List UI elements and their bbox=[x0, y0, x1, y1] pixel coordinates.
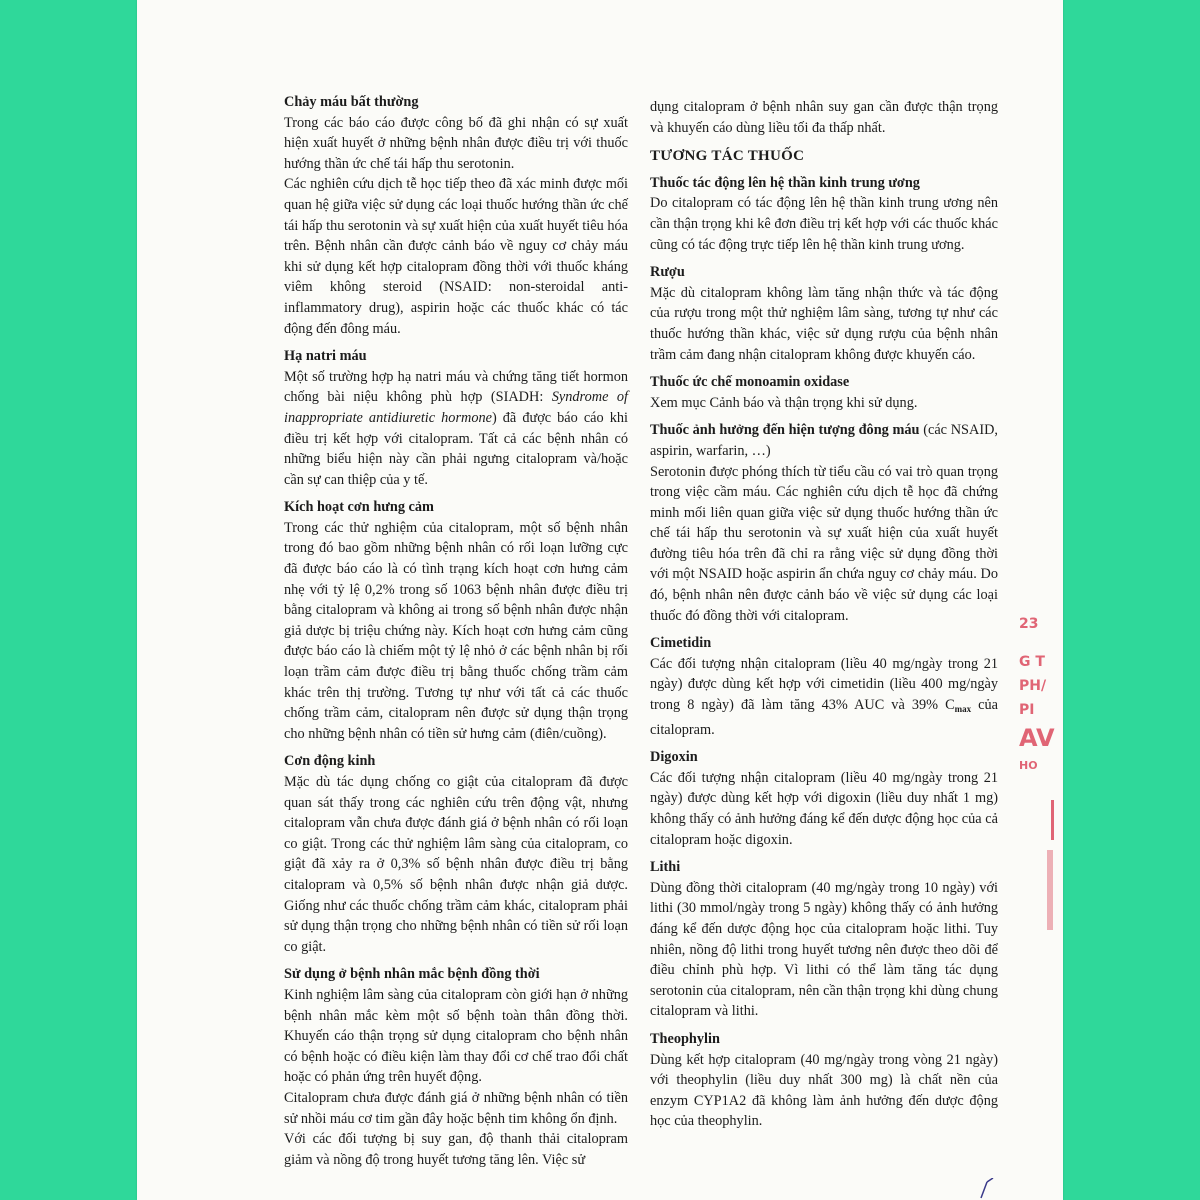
section-lithi bbox=[650, 857, 998, 1022]
heading-rest: (các NSAID, aspirin, warfarin, …) bbox=[650, 422, 998, 459]
document-page bbox=[137, 0, 1063, 1200]
subscript: max bbox=[954, 704, 972, 715]
stamp-text: PH/ bbox=[1019, 678, 1047, 694]
paragraph: Trong các thử nghiệm của citalopram, một số bệnh nhân trong đó bao gồm những bệnh nhân có rối loạn lưỡng cực đã được báo cáo là có tình trạng kích hoạt cơn hưng cảm nhẹ với tỷ lệ 0,2% trong số 1063 bệnh nhân được điều trị bằng citalopram và không ai trong số bệnh nhân được nhận giả dược bị triệu chứng này. Kích hoạt cơn hưng cảm cũng được báo cáo là chiếm một tỷ lệ nhỏ ở các bệnh nhân bị rối loạn trầm cảm được điều trị bằng thuốc chống trầm cảm khác trên thị trường. Tương tự như với tất cả các thuốc chống trầm cảm, citalopram nên được sử dụng thận trọng cho những bệnh nhân có tiền sử hưng cảm (điên/cuồng). bbox=[284, 519, 628, 742]
section-maoi bbox=[650, 372, 998, 413]
heading-coagulation bbox=[650, 420, 998, 461]
section-mania bbox=[284, 497, 628, 744]
paragraph bbox=[650, 654, 998, 740]
text-run: Các đối tượng nhận citalopram (liều 40 mg/ngày trong 21 ngày) được dùng kết hợp với cimetidin (liều 400 mg/ngày trong 8 ngày) đã làm tăng 43% AUC và 39% C bbox=[650, 655, 998, 714]
section-cimetidin bbox=[650, 633, 998, 740]
stamp-text: 23 bbox=[1019, 616, 1039, 632]
paragraph: Dùng kết hợp citalopram (40 mg/ngày trong vòng 21 ngày) với theophylin (liều duy nhất 300 mg) là chất nền của enzym CYP1A2 đã không làm ảnh hưởng đến dược động học của theophylin. bbox=[650, 1051, 998, 1130]
text-run: ) đã được báo cáo khi điều trị kết hợp với citalopram. Tất cả các bệnh nhân có những biểu hiện này cần phải ngưng citalopram và/hoặc cần sự can thiệp của y tế. bbox=[284, 409, 628, 488]
paragraph: Xem mục Cảnh báo và thận trọng khi sử dụng. bbox=[650, 394, 918, 411]
section-hyponatremia bbox=[284, 346, 628, 490]
section-cns bbox=[650, 173, 998, 255]
paragraph: Dùng đồng thời citalopram (40 mg/ngày trong 10 ngày) với lithi (30 mmol/ngày trong 5 ngày) không thấy có ảnh hưởng đáng kể đến dược động học của citalopram hoặc lithi. Tuy nhiên, nồng độ lithi trong huyết tương nên được theo dõi để điều chỉnh phù hợp. Vì lithi có thể làm tăng tác dụng serotonin của citalopram, nên cần thận trọng khi dùng chung citalopram và lithi. bbox=[650, 879, 998, 1020]
section-title: TƯƠNG TÁC THUỐC bbox=[650, 148, 805, 165]
section-continued bbox=[650, 97, 998, 138]
section-coagulation bbox=[650, 420, 998, 626]
heading-alcohol: Rượu bbox=[650, 264, 685, 281]
heading-bold: Thuốc ảnh hưởng đến hiện tượng đông máu bbox=[650, 422, 920, 439]
heading-theophylin: Theophylin bbox=[650, 1030, 720, 1047]
heading-lithi: Lithi bbox=[650, 859, 681, 876]
paragraph: Mặc dù tác dụng chống co giật của citalopram đã được quan sát thấy trong các nghiên cứu trên động vật, nhưng citalopram vẫn chưa được đánh giá ở bệnh nhân có rối loạn co giật. Trong các thử nghiệm lâm sàng của citalopram, co giật đã xảy ra ở 0,3% số bệnh nhân được điều trị bằng citalopram và 0,5% số bệnh nhân được nhận giả dược. Giống như các thuốc chống trầm cảm khác, citalopram phải sử dụng thận trọng cho những bệnh nhân có tiền sử rối loạn co giật. bbox=[284, 774, 628, 955]
paragraph: Với các đối tượng bị suy gan, độ thanh thải citalopram giảm và nồng độ trong huyết tương tăng lên. Việc sử bbox=[284, 1131, 628, 1168]
section-theophylin bbox=[650, 1029, 998, 1132]
section-alcohol bbox=[650, 262, 998, 365]
text-run: Một số trường hợp hạ natri máu và chứng tăng tiết hormon chống bài niệu không phù hợp (SIADH: bbox=[284, 368, 628, 406]
section-seizure bbox=[284, 751, 628, 957]
paragraph: Các đối tượng nhận citalopram (liều 40 mg/ngày trong 21 ngày) được dùng kết hợp với digoxin (liều duy nhất 1 mg) không thấy có ảnh hưởng đáng kể đến dược động học của cả citalopram hoặc digoxin. bbox=[650, 769, 998, 848]
section-bleeding bbox=[284, 92, 628, 339]
paragraph: Citalopram chưa được đánh giá ở những bệnh nhân có tiền sử nhồi máu cơ tim gần đây hoặc bệnh tim không ổn định. bbox=[284, 1089, 628, 1127]
paragraph: Mặc dù citalopram không làm tăng nhận thức và tác động của rượu trong một thử nghiệm lâm sàng, tương tự như các thuốc hướng thần khác, việc sử dụng rượu của bệnh nhân trầm cảm đang nhận citalopram không được khuyến cáo. bbox=[650, 284, 998, 363]
stamp-text: PI bbox=[1019, 702, 1035, 718]
pen-mark-icon bbox=[977, 1178, 997, 1200]
right-column bbox=[650, 97, 998, 1139]
red-stamp-fragment bbox=[1019, 610, 1063, 950]
italic-term: Syndrome of inappropriate antidiuretic hormone bbox=[284, 389, 628, 426]
heading-maoi: Thuốc ức chế monoamin oxidase bbox=[650, 374, 850, 391]
stamp-mark bbox=[1051, 800, 1054, 840]
stamp-mark bbox=[1047, 850, 1053, 930]
heading-bleeding: Chảy máu bất thường bbox=[284, 94, 419, 110]
heading-comorbid: Sử dụng ở bệnh nhân mắc bệnh đồng thời bbox=[284, 966, 540, 983]
paragraph: Kinh nghiệm lâm sàng của citalopram còn giới hạn ở những bệnh nhân mắc kèm một số bệnh toàn thân đồng thời. Khuyến cáo thận trọng sử dụng citalopram cho bệnh nhân có bệnh hoặc có điều kiện làm thay đổi cơ chế trao đổi chất hoặc có phản ứng trên huyết động. bbox=[284, 986, 628, 1086]
heading-digoxin: Digoxin bbox=[650, 749, 698, 766]
heading-cimetidin: Cimetidin bbox=[650, 635, 712, 652]
left-column bbox=[284, 92, 628, 1177]
paragraph: Serotonin được phóng thích từ tiểu cầu có vai trò quan trọng trong việc cầm máu. Các nghiên cứu dịch tễ học đã chứng minh mối liên quan giữa việc sử dụng thuốc hướng thần ức chế tái hấp thu serotonin và sự xuất hiện của xuất huyết đường tiêu hóa trên đã chỉ ra rằng việc sử dụng đồng thời với một NSAID hoặc aspirin ẩn chứa nguy cơ chảy máu. Do đó, bệnh nhân nên được cảnh báo về việc sử dụng các loại thuốc đó đồng thời với citalopram. bbox=[650, 463, 998, 624]
paragraph: Các nghiên cứu dịch tễ học tiếp theo đã xác minh được mối quan hệ giữa việc sử dụng các loại thuốc hướng thần ức chế tái hấp thu serotonin và sự xuất hiện của xuất huyết tiêu hóa trên. Bệnh nhân cần được cảnh báo về nguy cơ chảy máu khi sử dụng kết hợp citalopram đồng thời với thuốc kháng viêm không steroid (NSAID: non-steroidal anti-inflammatory drug), aspirin hoặc các thuốc khác có tác động đến đông máu. bbox=[284, 176, 628, 337]
heading-mania: Kích hoạt cơn hưng cảm bbox=[284, 499, 434, 516]
heading-cns: Thuốc tác động lên hệ thần kinh trung ương bbox=[650, 174, 920, 191]
heading-hyponatremia: Hạ natri máu bbox=[284, 348, 367, 365]
stamp-text: AV bbox=[1019, 724, 1055, 752]
section-digoxin bbox=[650, 747, 998, 850]
paragraph: Do citalopram có tác động lên hệ thần kinh trung ương nên cần thận trọng khi kê đơn điều trị kết hợp với các thuốc khác cũng có tác động trực tiếp lên hệ thần kinh trung ương. bbox=[650, 195, 998, 253]
section-comorbid bbox=[284, 964, 628, 1170]
text-run: của citalopram. bbox=[650, 697, 998, 738]
paragraph: dụng citalopram ở bệnh nhân suy gan cần được thận trọng và khuyến cáo dùng liều tối đa thấp nhất. bbox=[650, 99, 998, 136]
stamp-text: G T bbox=[1019, 654, 1045, 670]
heading-seizure: Cơn động kinh bbox=[284, 753, 376, 770]
stamp-text: HO bbox=[1019, 759, 1038, 772]
paragraph bbox=[284, 367, 628, 491]
paragraph: Trong các báo cáo được công bố đã ghi nhận có sự xuất hiện xuất huyết ở những bệnh nhân được điều trị với thuốc hướng thần ức chế tái hấp thu serotonin. bbox=[284, 114, 628, 172]
